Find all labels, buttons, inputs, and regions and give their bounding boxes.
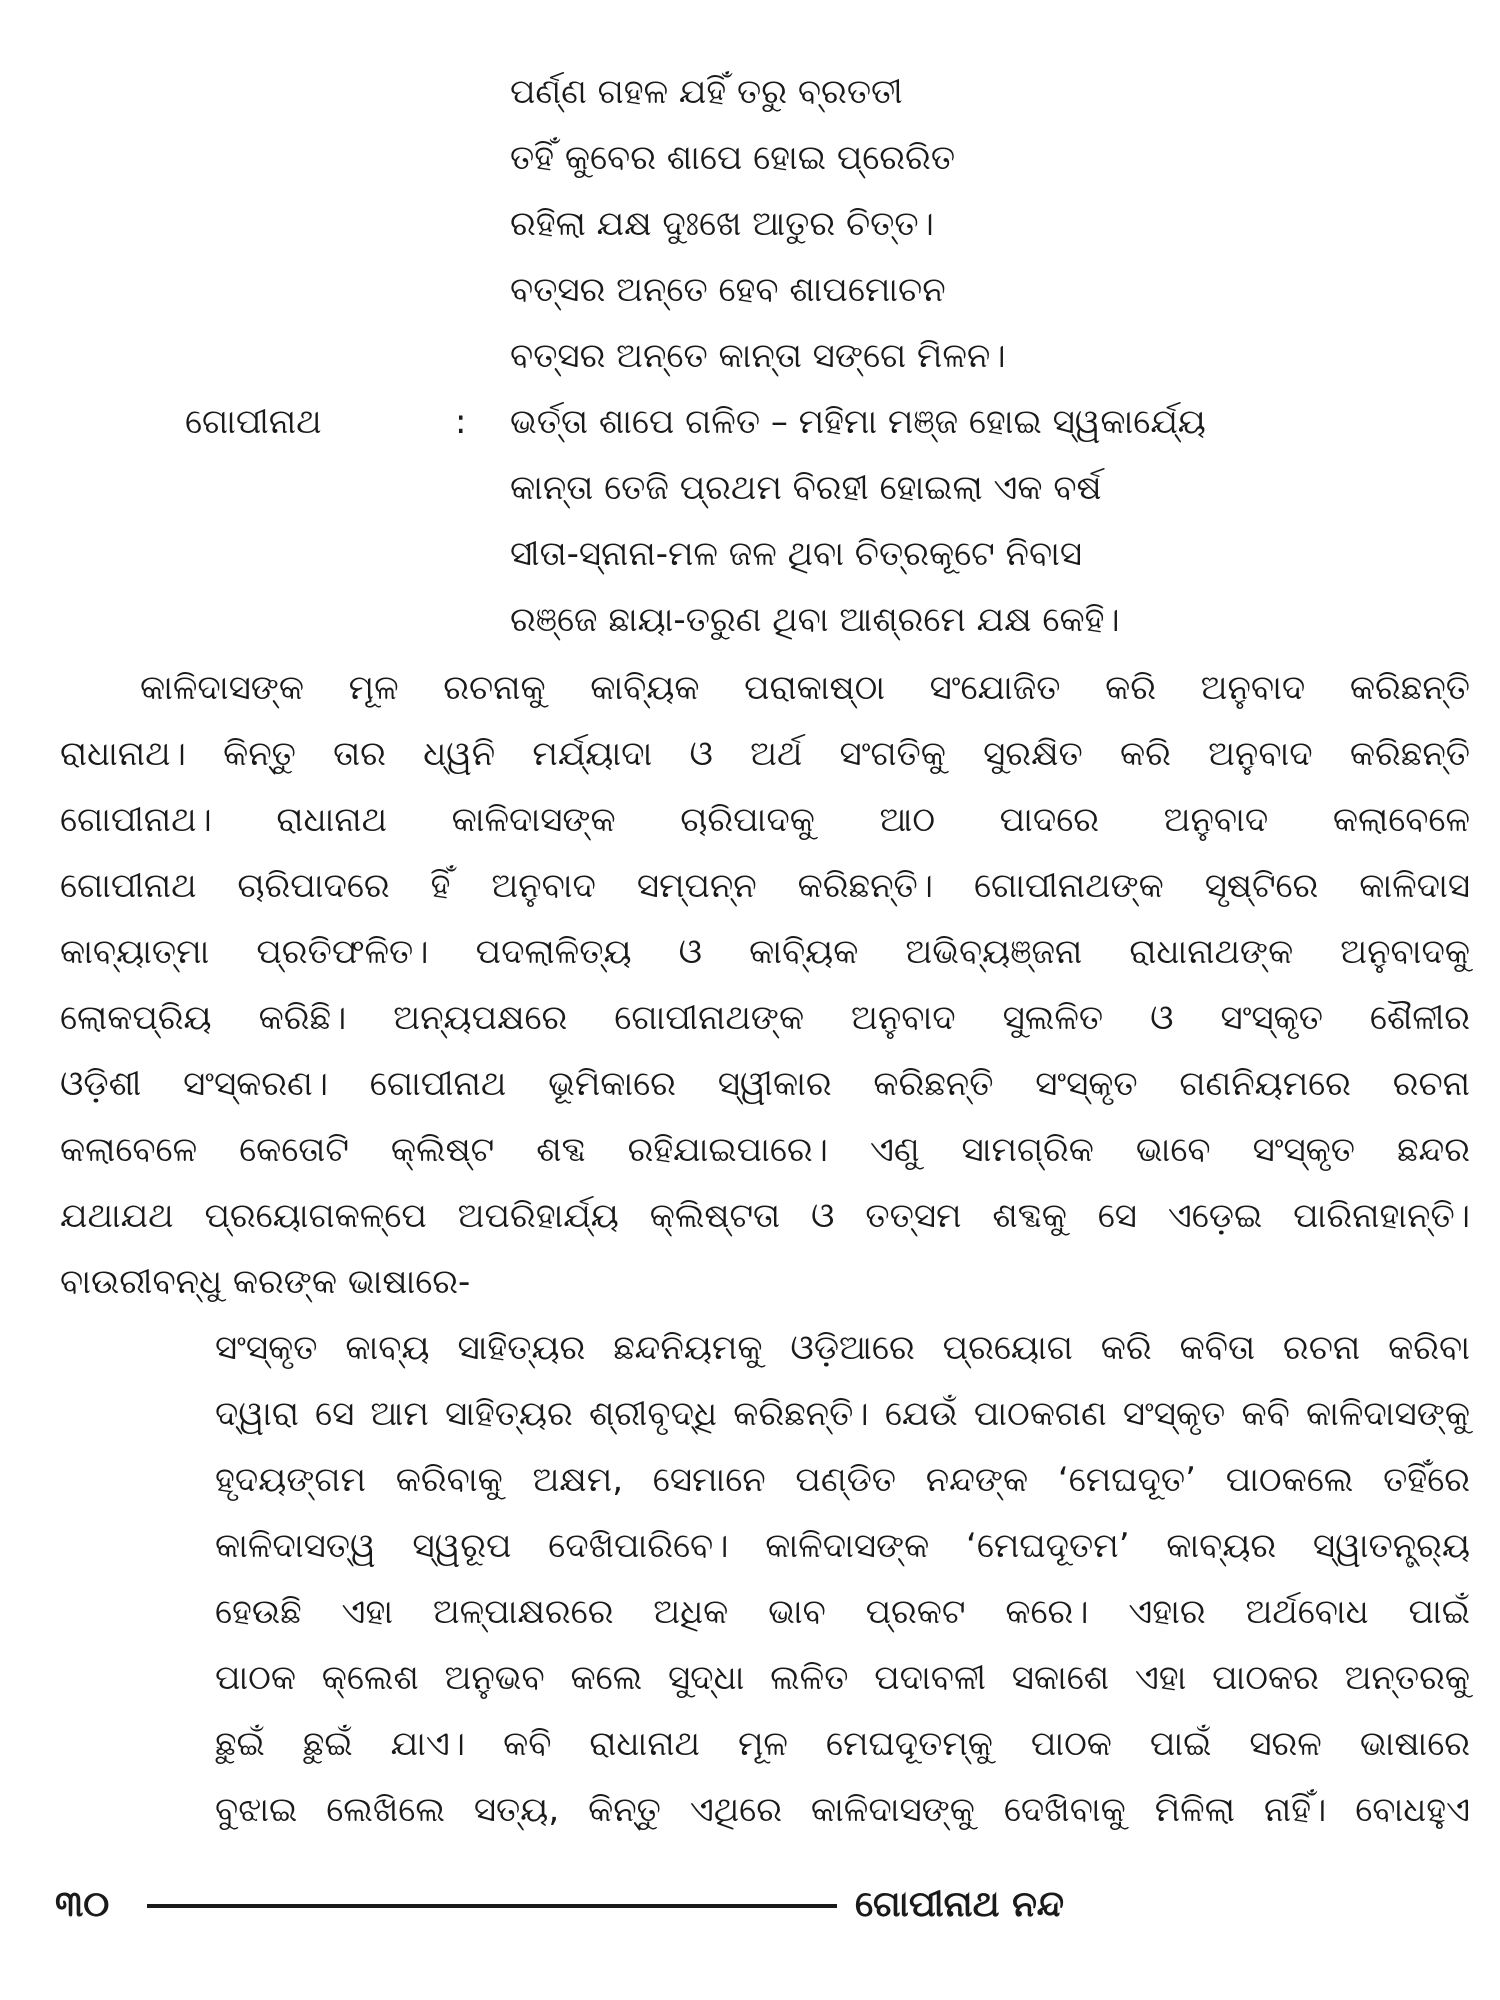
- verse-line: ବତ୍ସର ଅନ୍ତେ ହେବ ଶାପମୋଚନ: [510, 270, 946, 310]
- running-title: ଗୋପୀନାଥ ନନ୍ଦ: [855, 1884, 1065, 1925]
- prose-line: କଲାବେଳେ କେତୋଟି କ୍ଲିଷ୍ଟ ଶବ୍ଦ ରହିଯାଇପାରେ। ଏଣୁ ସାମଗ୍ରିକ ଭାବେ ସଂସ୍କୃତ ଛନ୍ଦର: [60, 1130, 1470, 1170]
- footer-rule: [147, 1904, 837, 1908]
- speaker-label: ଗୋପୀନାଥ: [185, 402, 322, 442]
- quote-line: ବୁଝାଇ ଲେଖିଲେ ସତ୍ୟ, କିନ୍ତୁ ଏଥିରେ କାଳିଦାସଙ୍କୁ ଦେଖିବାକୁ ମିଳିଲା ନାହିଁ। ବୋଧହୁଏ: [215, 1790, 1470, 1830]
- verse-line: ବତ୍ସର ଅନ୍ତେ କାନ୍ତା ସଙ୍ଗେ ମିଳନ।: [510, 336, 1006, 376]
- prose-line: କାବ୍ୟାତ୍ମା ପ୍ରତିଫଳିତ। ପଦଲାଳିତ୍ୟ ଓ କାବ୍ୟିକ ଅଭିବ୍ୟଞ୍ଜନା ରାଧାନାଥଙ୍କ ଅନୁବାଦକୁ: [60, 932, 1470, 972]
- speaker-colon: :: [455, 402, 467, 442]
- page-footer: [55, 1875, 1085, 1935]
- verse-line: ଭର୍ତ୍ତା ଶାପେ ଗଳିତ – ମହିମା ମଞ୍ଜ ହୋଇ ସ୍ୱକାର୍ଯ୍ୟେ: [510, 402, 1206, 442]
- verse-line: ସୀତା-ସ୍ନାନା-ମଳ ଜଳ ଥିବା ଚିତ୍ରକୂଟେ ନିବାସ: [510, 534, 1083, 574]
- prose-line: ବାଉରୀବନ୍ଧୁ କରଙ୍କ ଭାଷାରେ-: [60, 1262, 471, 1302]
- page-number: ୩୦: [55, 1884, 110, 1925]
- prose-line: ଗୋପୀନାଥ। ରାଧାନାଥ କାଳିଦାସଙ୍କ ଚାରିପାଦକୁ ଆଠ ପାଦରେ ଅନୁବାଦ କଲାବେଳେ: [60, 800, 1470, 840]
- quote-line: ପାଠକ କ୍ଲେଶ ଅନୁଭବ କଲେ ସୁଦ୍ଧା ଲଳିତ ପଦାବଳୀ ସକାଶେ ଏହା ପାଠକର ଅନ୍ତରକୁ: [215, 1658, 1470, 1698]
- quote-line: ଦ୍ୱାରା ସେ ଆମ ସାହିତ୍ୟର ଶ୍ରୀବୃଦ୍ଧି କରିଛନ୍ତି। ଯେଉଁ ପାଠକଗଣ ସଂସ୍କୃତ କବି କାଳିଦାସଙ୍କୁ: [215, 1394, 1470, 1434]
- verse-line: ରଞ୍ଜେ ଛାୟା-ତରୁଣ ଥିବା ଆଶ୍ରମେ ଯକ୍ଷ କେହି।: [510, 600, 1120, 640]
- quote-line: ଛୁଇଁ ଛୁଇଁ ଯାଏ। କବି ରାଧାନାଥ ମୂଳ ମେଘଦୂତମ୍‌କୁ ପାଠକ ପାଇଁ ସରଳ ଭାଷାରେ: [215, 1724, 1470, 1764]
- quote-line: ହୃଦୟଙ୍ଗମ କରିବାକୁ ଅକ୍ଷମ, ସେମାନେ ପଣ୍ଡିତ ନନ୍ଦଙ୍କ ‘ମେଘଦୂତ’ ପାଠକଲେ ତହିଁରେ: [215, 1460, 1470, 1500]
- prose-line: ଯଥାଯଥ ପ୍ରୟୋଗକଳ୍ପେ ଅପରିହାର୍ଯ୍ୟ କ୍ଲିଷ୍ଟତା ଓ ତତ୍ସମ ଶବ୍ଦକୁ ସେ ଏଡ଼େଇ ପାରିନାହାନ୍ତି।: [60, 1196, 1470, 1236]
- verse-line: ରହିଲା ଯକ୍ଷ ଦୁଃଖେ ଆତୁର ଚିତ୍ତ।: [510, 204, 934, 244]
- prose-line: ରାଧାନାଥ। କିନ୍ତୁ ତାର ଧ୍ୱନି ମର୍ଯ୍ୟାଦା ଓ ଅର୍ଥ ସଂଗତିକୁ ସୁରକ୍ଷିତ କରି ଅନୁବାଦ କରିଛନ୍ତି: [60, 734, 1470, 774]
- verse-line: ତହିଁ କୁବେର ଶାପେ ହୋଇ ପ୍ରେରିତ: [510, 138, 956, 178]
- prose-line: ଗୋପୀନାଥ ଚାରିପାଦରେ ହିଁ ଅନୁବାଦ ସମ୍ପନ୍ନ କରିଛନ୍ତି। ଗୋପୀନାଥଙ୍କ ସୃଷ୍ଟିରେ କାଳିଦାସ: [60, 866, 1470, 906]
- quote-line: ସଂସ୍କୃତ କାବ୍ୟ ସାହିତ୍ୟର ଛନ୍ଦନିୟମକୁ ଓଡ଼ିଆରେ ପ୍ରୟୋଗ କରି କବିତା ରଚନା କରିବା: [215, 1328, 1470, 1368]
- verse-line: କାନ୍ତା ତେଜି ପ୍ରଥମ ବିରହୀ ହୋଇଲା ଏକ ବର୍ଷ: [510, 468, 1102, 508]
- quote-line: କାଳିଦାସତ୍ୱ ସ୍ୱରୂପ ଦେଖିପାରିବେ। କାଳିଦାସଙ୍କ ‘ମେଘଦୂତମ’ କାବ୍ୟର ସ୍ୱାତନ୍ତ୍ର୍ୟ: [215, 1526, 1470, 1566]
- prose-line: ଓଡ଼ିଶୀ ସଂସ୍କରଣ। ଗୋପୀନାଥ ଭୂମିକାରେ ସ୍ୱୀକାର କରିଛନ୍ତି ସଂସ୍କୃତ ଗଣନିୟମରେ ରଚନା: [60, 1064, 1470, 1104]
- prose-line: ଲୋକପ୍ରିୟ କରିଛି। ଅନ୍ୟପକ୍ଷରେ ଗୋପୀନାଥଙ୍କ ଅନୁବାଦ ସୁଲଳିତ ଓ ସଂସ୍କୃତ ଶୈଳୀର: [60, 998, 1470, 1038]
- prose-line: କାଳିଦାସଙ୍କ ମୂଳ ରଚନାକୁ କାବ୍ୟିକ ପରାକାଷ୍ଠା ସଂଯୋଜିତ କରି ଅନୁବାଦ କରିଛନ୍ତି: [140, 668, 1470, 708]
- verse-line: ପର୍ଣ୍ଣ ଗହଳ ଯହିଁ ତରୁ ବ୍ରତତୀ: [510, 72, 903, 112]
- quote-line: ହେଉଛି ଏହା ଅଳ୍ପାକ୍ଷରରେ ଅଧିକ ଭାବ ପ୍ରକଟ କରେ। ଏହାର ଅର୍ଥବୋଧ ପାଇଁ: [215, 1592, 1470, 1632]
